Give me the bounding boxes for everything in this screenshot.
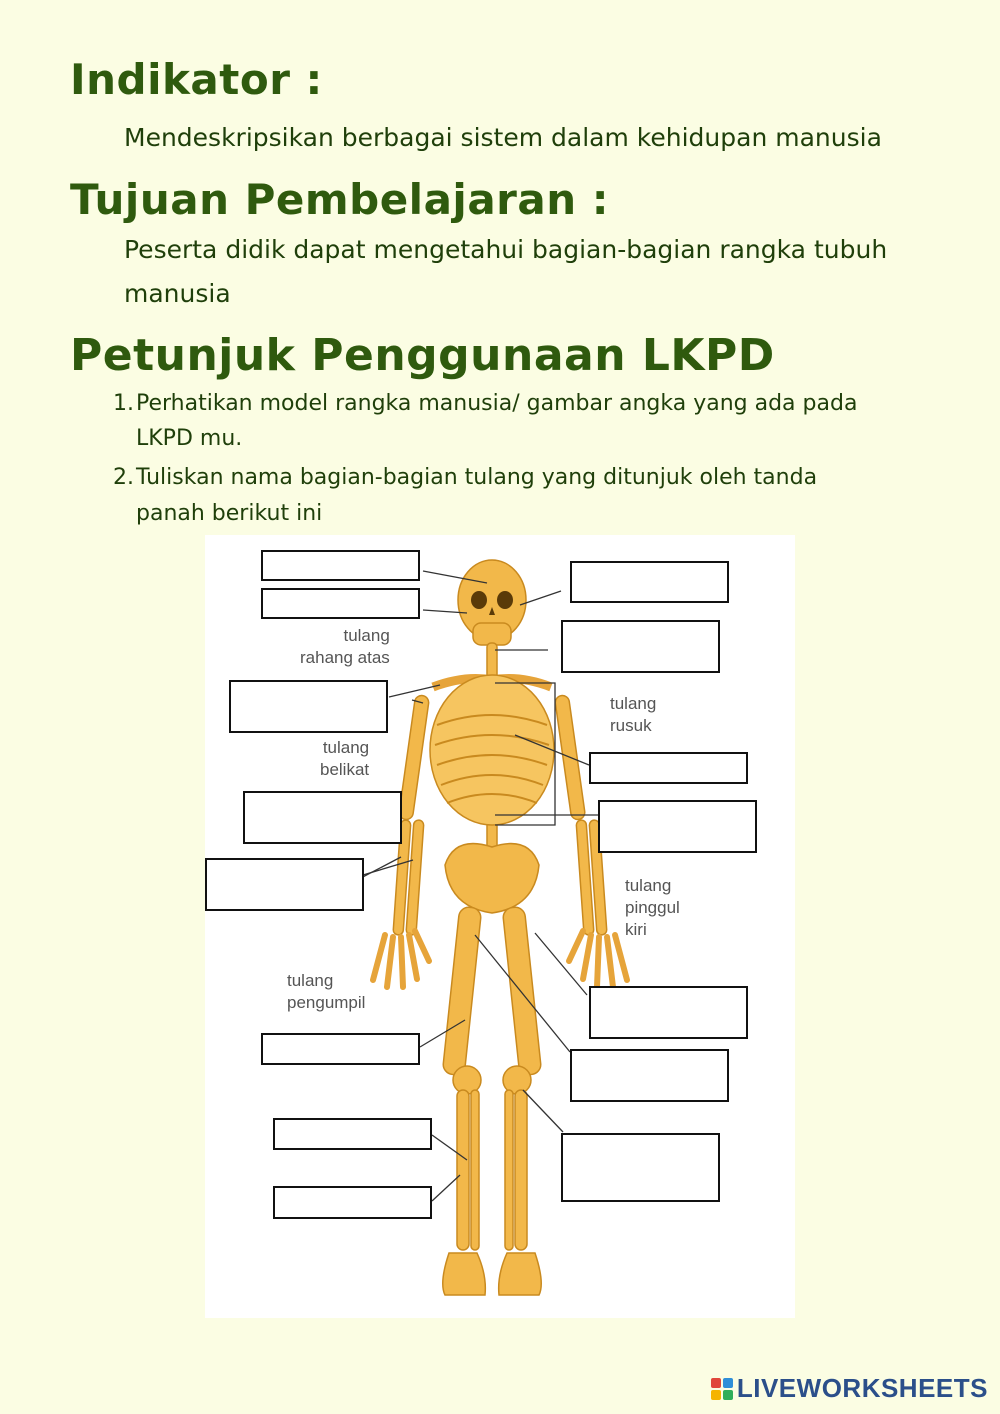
answer-box-8[interactable] (598, 800, 757, 853)
indikator-text: Mendeskripsikan berbagai sistem dalam kehidupan manusia (124, 123, 882, 152)
instruction-number: 2. (113, 465, 134, 491)
liveworksheets-logo (711, 1373, 988, 1404)
tujuan-text: Peserta didik dapat mengetahui bagian-bagian rangka tubuh manusia (124, 235, 888, 308)
instruction-number: 1. (113, 391, 134, 416)
answer-box-14[interactable] (561, 1133, 720, 1202)
answer-box-6[interactable] (589, 752, 748, 784)
label-rusuk: tulang rusuk (610, 694, 657, 736)
instruction-item (108, 386, 888, 456)
answer-box-3[interactable] (570, 561, 729, 603)
answer-box-11[interactable] (261, 1033, 420, 1065)
instruction-text: Tuliskan nama bagian-bagian tulang yang ditunjuk oleh tanda panah berikut ini (136, 465, 818, 526)
heading-indikator: Indikator : (70, 55, 323, 104)
answer-box-9[interactable] (205, 858, 364, 911)
answer-box-15[interactable] (273, 1186, 432, 1219)
instruction-text: Perhatikan model rangka manusia/ gambar angka yang ada pada LKPD mu. (136, 391, 858, 452)
label-pengumpil: tulang pengumpil (287, 971, 366, 1013)
answer-box-12[interactable] (570, 1049, 729, 1102)
answer-box-7[interactable] (243, 791, 402, 844)
answer-box-2[interactable] (261, 588, 420, 619)
instruction-item (108, 460, 888, 530)
answer-box-1[interactable] (261, 550, 420, 581)
brand-text: LIVEWORKSHEETS (736, 1373, 988, 1403)
answer-box-10[interactable] (589, 986, 748, 1039)
heading-tujuan: Tujuan Pembelajaran : (70, 175, 610, 224)
answer-box-5[interactable] (229, 680, 388, 733)
liveworksheets-mark-icon (711, 1378, 733, 1400)
answer-box-4[interactable] (561, 620, 720, 673)
heading-petunjuk: Petunjuk Penggunaan LKPD (70, 330, 775, 381)
label-belikat: tulang belikat (320, 738, 370, 780)
label-pinggul-kiri: tulang pinggul kiri (625, 876, 680, 940)
answer-box-13[interactable] (273, 1118, 432, 1150)
instruction-list (108, 386, 888, 535)
label-rahang-atas: tulang rahang atas (300, 626, 390, 668)
